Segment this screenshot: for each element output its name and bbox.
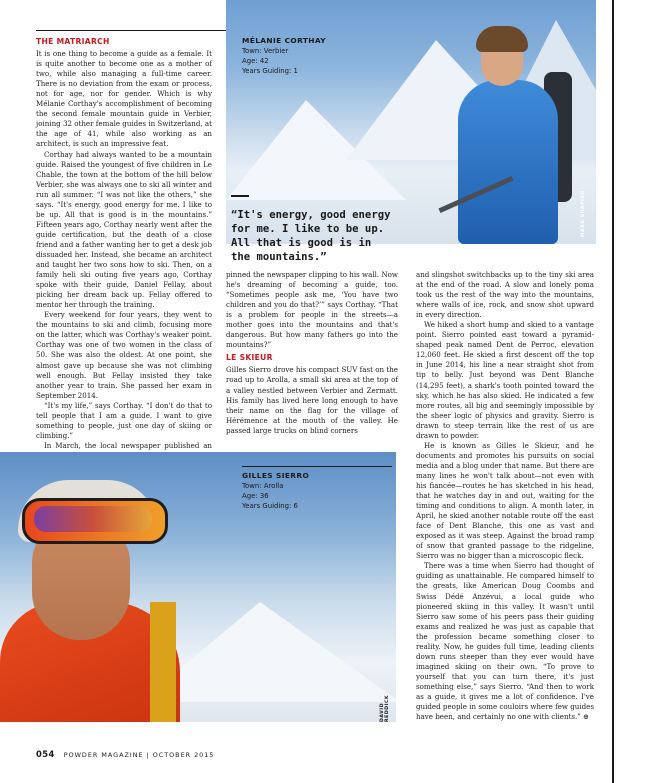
- profile-town: Town: Verbier: [242, 47, 289, 55]
- goggle-lens-shape: [34, 506, 152, 532]
- section-heading-skieur: LE SKIEUR: [226, 353, 273, 363]
- body-paragraph: pinned the newspaper clipping to his wall. Now he's dreaming of becoming a guide, too. “Sometimes people ask me, ‘You have two children and you do that?’” says Corthay. “That is a problem for people in the streets—a mother goes into the mountains and that's dangerous. But how many fathers go into the mountains?”: [226, 270, 398, 350]
- profile-name: GILLES SIERRO: [242, 471, 310, 480]
- photo-credit-top: MARK SHAPIRO: [581, 190, 586, 238]
- body-paragraph: We hiked a short hump and skied to a vantage point. Sierro pointed east toward a pyramid-shaped peak named Dent de Perroc, elevation 12,060 feet. He skied a first descent off the top in June 2014, his line a near straight shot from tip to belly. Just beyond was Dent Blanche (14,295 feet), a shark's tooth pointed toward the sky, which he has also skied. He indicated a few more routes, all big and seemingly impossible by the sheer logic of physics and gravity. Sierro is drawn to steep terrain like the rest of us are drawn to powder.: [416, 320, 594, 440]
- page-number: 054: [36, 749, 55, 759]
- profile-years: Years Guiding: 1: [242, 67, 298, 75]
- profile-box-sierro: [242, 466, 392, 511]
- top-rule: [36, 30, 226, 31]
- profile-years: Years Guiding: 6: [242, 502, 298, 510]
- column-3: [416, 270, 594, 722]
- body-paragraph: Gilles Sierro drove his compact SUV fast on the road up to Arolla, a small ski area at the top of a valley nestled between Verbier and Zermatt. His family has lived here long enough to have their name on the flag for the village of Hérémence at the mouth of the valley. He passed large trucks on blind corners: [226, 365, 398, 435]
- body-paragraph: In March, the local newspaper published an: [44, 440, 212, 450]
- profile-age: Age: 42: [242, 57, 269, 65]
- footer-text: POWDER MAGAZINE | OCTOBER 2015: [63, 751, 215, 759]
- pullquote: “It's energy, good energy for me. I like to be up. All that is good is in the mountains.”: [231, 209, 391, 263]
- strap-shape: [150, 602, 176, 722]
- body-paragraph: He is known as Gilles le Skieur, and he documents and promotes his pursuits on social media and a blog under that name. But there are many lines he won't talk about—not even with his fiancée—routes he has sketched in his head, that he watches day in and out, waiting for the timing and conditions to align. A month later, in April, he skied another notable route off the east face of Dent Blanche, this one as vast and exposed as it was steep. Against the broad ramp of snow that granted passage to the ridgeline, Sierro was no bigger than a microscopic fleck.: [416, 440, 594, 561]
- hair-shape: [476, 26, 528, 52]
- body-paragraph: It is one thing to become a guide as a female. It is quite another to become one as a mother of two, while also managing a full-time career. There is no deviation from the exam or process, not for age, nor for gender. Which is why Mélanie Corthay's accomplishment of becoming the second female mountain guide in Verbier, joining 32 other female guides in Switzerland, at the age of 41, while also working as an architect, is such an impressive feat.: [36, 49, 212, 149]
- profile-name: MÉLANIE CORTHAY: [242, 36, 327, 45]
- jacket-shape: [458, 80, 558, 244]
- body-paragraph: “It's my life,” says Corthay. “I don't do that to tell people that I am a guide. I want to give something to people, just one day of skiing or climbing.”: [36, 400, 212, 440]
- body-paragraph: Every weekend for four years, they went to the mountains to ski and climb, focusing more on the latter, which was Corthay's weaker point. Corthay was one of two women in the class of 50. She was also the oldest. At one point, she almost gave up because she was not climbing well enough. But Fellay insisted they take another year to train. She passed her exam in September 2014.: [36, 310, 212, 400]
- column-2: [226, 270, 398, 436]
- body-paragraph: and slingshot switchbacks up to the tiny ski area at the end of the road. A slow and lonely poma took us the rest of the way into the mountains, where walls of ice, rock, and snow shot upward in every direction.: [416, 270, 594, 320]
- section-heading-matriarch: THE MATRIARCH: [36, 37, 110, 46]
- profile-town: Town: Arolla: [242, 482, 284, 490]
- profile-age: Age: 36: [242, 492, 269, 500]
- profile-box-corthay: [242, 36, 326, 76]
- body-paragraph: There was a time when Sierro had thought of guiding as unattainable. He compared himself to the greats, like American Doug Coombs and Swiss Dédé Anzévui, a local guide who pioneered skiing in this valley. It wasn't until Sierro saw some of his peers pass their guiding exams and realized he was just as capable that the profession became something closer to reality. Now, he guides full time, leading clients down runs steeper than they ever would have imagined skiing on their own. “To prove to yourself that you can turn there, it's just something else,” says Sierro. “And then to work as a guide, it gives me a lot of confidence. I've guided people in some couloirs where few guides have been, and certainly no one with clients.” ⊕: [416, 561, 594, 722]
- body-paragraph: Corthay had always wanted to be a mountain guide. Raised the youngest of five children in Le Chable, the town at the bottom of the hill below Verbier, she was always one to ski all winter and run all summer. “I was not like the others,” she says. “It's energy, good energy for me. I like to be up. All that is good is in the mountains.” Fifteen years ago, Corthay nearly went after the guide certification, but the death of a close friend and a father wanting her to get a desk job dissuaded her. Instead, she became an architect and taught her two sons how to ski. Then, on a family heli ski outing five years ago, Corthay spoke with their guide, Daniel Fellay, about picking her dream back up. Fellay offered to mentor her through the training.: [36, 149, 212, 310]
- photo-credit-bottom: DAVID REDDICK: [380, 694, 390, 722]
- pullquote-dash: [231, 195, 249, 197]
- column-1: [36, 36, 212, 471]
- page-edge-rule: [612, 0, 614, 783]
- page-footer: [36, 749, 214, 759]
- profile-rule: [242, 466, 392, 467]
